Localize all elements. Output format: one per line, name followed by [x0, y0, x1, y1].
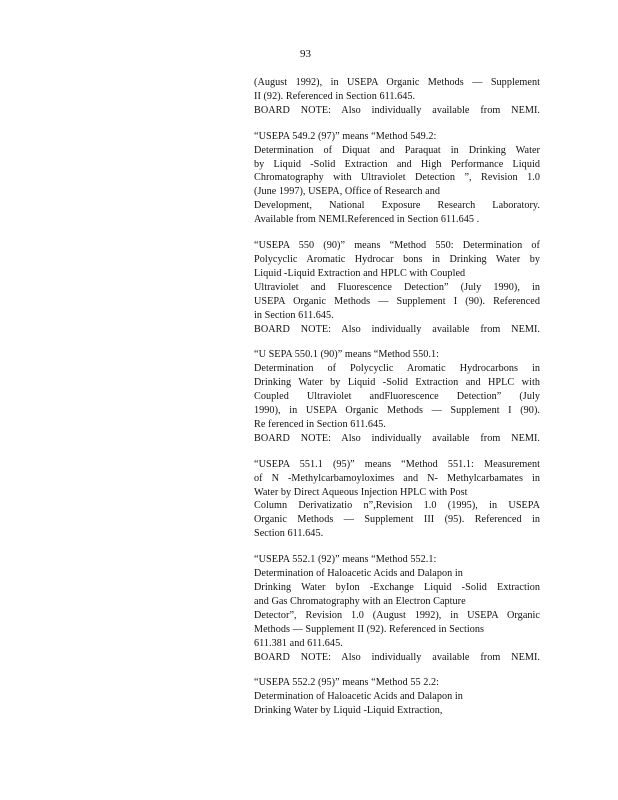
text-line: Water by Direct Aqueous Injection HPLC with Post: [254, 486, 468, 498]
text-line: Polycyclic Aromatic Hydrocar bons in Drinking Water by: [254, 253, 540, 265]
text-line: Determination of Polycyclic Aromatic Hydrocarbons in: [254, 363, 540, 375]
text-line: Drinking Water byIon -Exchange Liquid -Solid Extraction: [254, 582, 540, 593]
text-line: BOARD NOTE: Also individually available from NEMI.: [254, 651, 540, 663]
paragraph: [254, 130, 540, 227]
paragraph: [254, 676, 540, 718]
text-line: Chromatography with Ultraviolet Detection ”, Revision 1.0: [254, 172, 540, 184]
text-line: “USEPA 550 (90)” means “Method 550: Determination of: [254, 240, 540, 252]
text-line: Determination of Haloacetic Acids and Dalapon in: [254, 691, 463, 703]
text-line: Coupled Ultraviolet andFluorescence Detection” (July: [254, 391, 540, 403]
text-line: (June 1997), USEPA, Office of Research and: [254, 186, 441, 198]
text-line: Methods — Supplement II (92). Referenced in Sections: [254, 623, 485, 635]
text-line: “USEPA 552.1 (92)” means “Method 552.1:: [254, 554, 437, 566]
text-line: Determination of Diquat and Paraquat in Drinking Water: [254, 144, 540, 156]
text-line: Available from NEMI.Referenced in Section 611.645 .: [254, 214, 480, 226]
text-line: II (92). Referenced in Section 611.645.: [254, 90, 416, 102]
text-line: Development, National Exposure Research Laboratory.: [254, 200, 540, 212]
text-line: BOARD NOTE: Also individually available from NEMI.: [254, 323, 540, 335]
text-line: Column Derivatizatio n”,Revision 1.0 (1995), in USEPA: [254, 500, 540, 512]
text-line: in Section 611.645.: [254, 309, 334, 321]
text-line: BOARD NOTE: Also individually available from NEMI.: [254, 432, 540, 444]
text-line: Detector”, Revision 1.0 (August 1992), in USEPA Organic: [254, 609, 540, 621]
paragraph: [254, 239, 540, 336]
text-line: 611.381 and 611.645.: [254, 637, 343, 649]
text-line: Liquid -Liquid Extraction and HPLC with Coupled: [254, 267, 466, 279]
text-line: and Gas Chromatography with an Electron Capture: [254, 595, 466, 607]
document-body: [254, 76, 540, 730]
text-line: (August 1992), in USEPA Organic Methods — Supplement: [254, 77, 540, 88]
paragraph: [254, 76, 540, 118]
text-line: USEPA Organic Methods — Supplement I (90). Referenced: [254, 295, 540, 307]
text-line: BOARD NOTE: Also individually available from NEMI.: [254, 104, 540, 116]
text-line: Re ferenced in Section 611.645.: [254, 418, 386, 430]
text-line: Drinking Water by Liquid -Solid Extraction and HPLC with: [254, 377, 540, 389]
text-line: Organic Methods — Supplement III (95). Referenced in: [254, 514, 540, 526]
text-line: Ultraviolet and Fluorescence Detection” (July 1990), in: [254, 281, 540, 293]
text-line: “USEPA 551.1 (95)” means “Method 551.1: Measurement: [254, 458, 540, 470]
text-line: “U SEPA 550.1 (90)” means “Method 550.1:: [254, 349, 439, 361]
text-line: Section 611.645.: [254, 528, 324, 540]
text-line: Drinking Water by Liquid -Liquid Extraction,: [254, 705, 443, 717]
text-line: “USEPA 549.2 (97)” means “Method 549.2:: [254, 130, 437, 142]
page-number: 93: [300, 48, 311, 60]
paragraph: [254, 348, 540, 445]
text-line: “USEPA 552.2 (95)” means “Method 55 2.2:: [254, 677, 439, 689]
text-line: 1990), in USEPA Organic Methods — Supplement I (90).: [254, 405, 540, 417]
text-line: Determination of Haloacetic Acids and Dalapon in: [254, 568, 463, 580]
paragraph: [254, 553, 540, 664]
paragraph: [254, 458, 540, 541]
text-line: by Liquid -Solid Extraction and High Performance Liquid: [254, 158, 540, 170]
text-line: of N -Methylcarbamoyloximes and N- Methylcarbamates in: [254, 472, 540, 484]
